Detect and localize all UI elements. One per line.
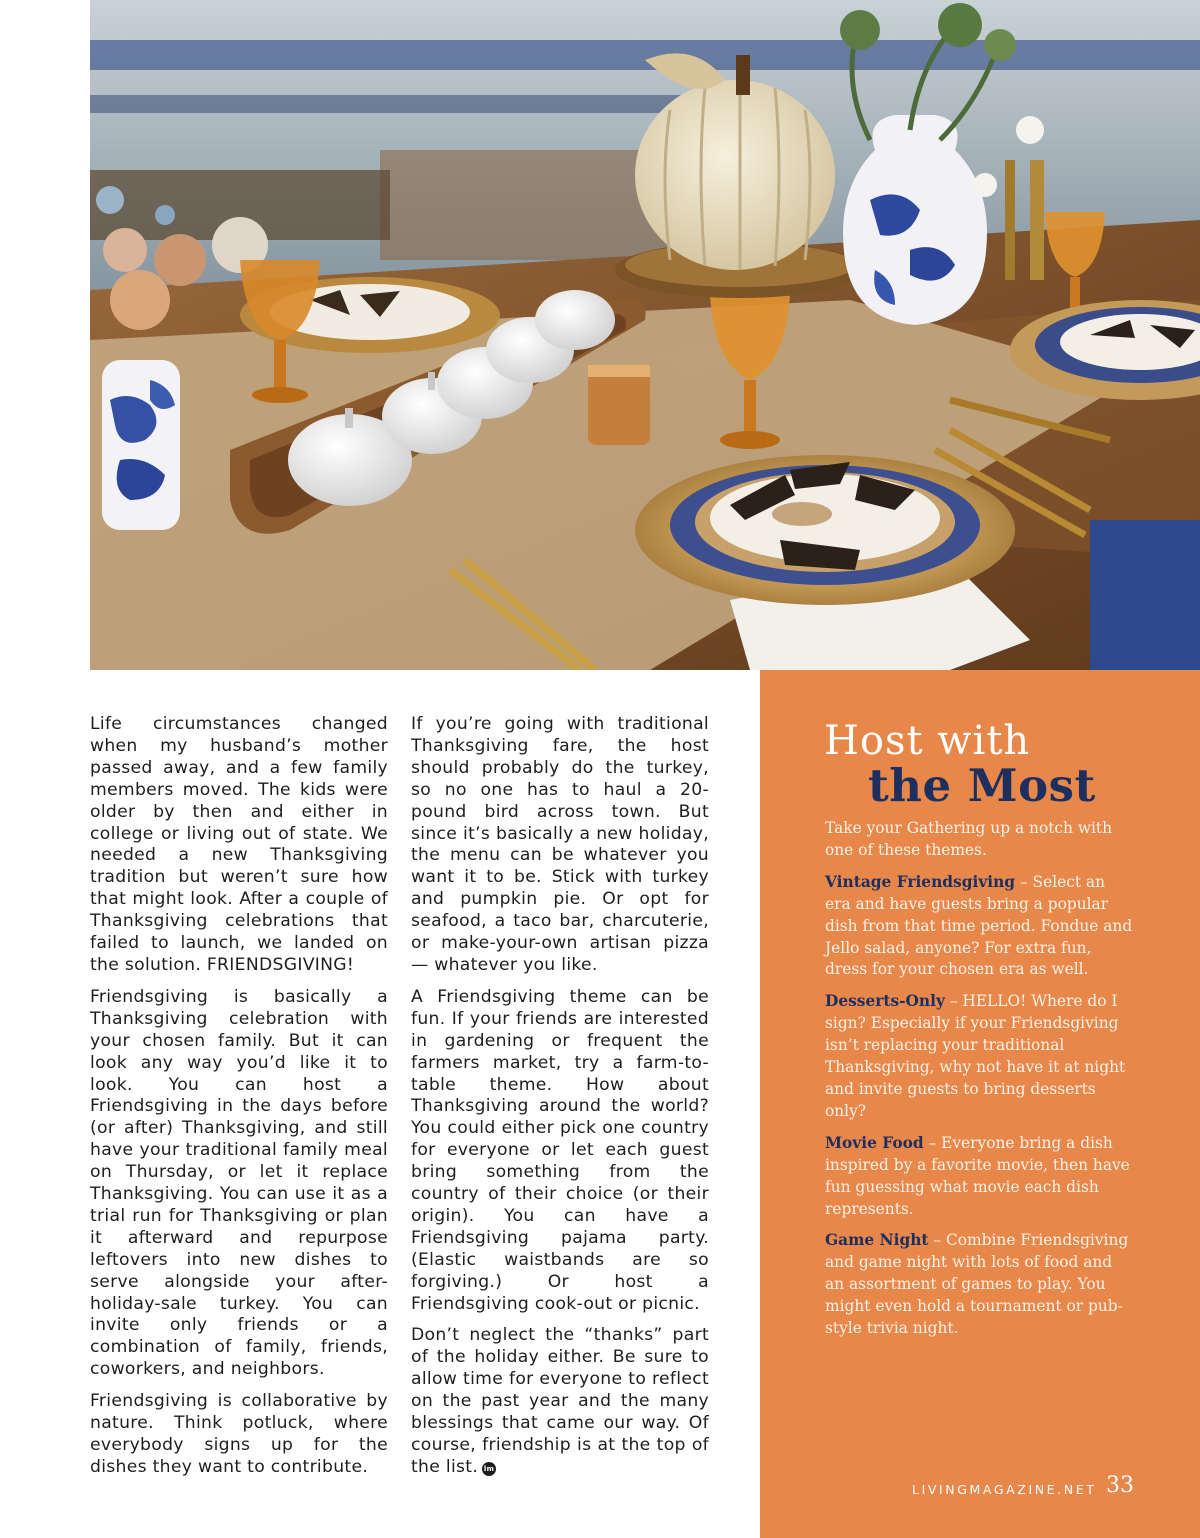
article-paragraph: Friendsgiving is collaborative by nature. Think potluck, where everybody signs up for the dishes they want to contribute.	[90, 1391, 388, 1477]
article-paragraph: Life circumstances changed when my husband’s mother passed away, and a few family members moved. The kids were older by then and either in college or living out of state. We needed a new Thanksgiving tradition but weren’t sure how that might look. After a couple of Thanksgiving celebrations that failed to launch, we landed on the solution. FRIENDSGIVING!	[90, 714, 388, 975]
article-paragraph: Friendsgiving is basically a Thanksgiving celebration with your chosen family. But it can look any way you’d like it to look. You can host a Friendsgiving in the days before (or after) Thanksgiving, and still have your traditional family meal on Thursday, or let it replace Thanksgiving. You can use it as a trial run for Thanksgiving or plan it afterward and repurpose leftovers into new dishes to serve alongside your after-holiday-sale turkey. You can invite only friends or a combination of family, friends, coworkers, and neighbors.	[90, 986, 388, 1380]
article-paragraph-text: Don’t neglect the “thanks” part of the holiday either. Be sure to allow time for everyone to reflect on the past year and the many blessings that came our way. Of course, friendship is at the top of the list.	[411, 1325, 709, 1477]
sidebar-intro: Take your Gathering up a notch with one of these themes.	[825, 819, 1113, 859]
sidebar-theme-item	[825, 1230, 1135, 1340]
article-column-2	[411, 714, 709, 1489]
theme-heading: Desserts-Only	[825, 992, 945, 1011]
sidebar-theme-item	[825, 1133, 1135, 1221]
host-with-the-most-sidebar	[760, 670, 1200, 1538]
theme-text: – HELLO! Where do I sign? Especially if your Friendsgiving isn’t replacing your traditional Thanksgiving, why not have it at night and invite guests to bring desserts only?	[825, 992, 1126, 1120]
article-column-1	[90, 714, 388, 1489]
theme-text: – Everyone bring a dish inspired by a favorite movie, then have fun guessing what movie each dish represents.	[825, 1133, 1130, 1218]
sidebar-body	[825, 818, 1135, 1350]
article-paragraph: If you’re going with traditional Thanksgiving fare, the host should probably do the turkey, so no one has to haul a 20-pound bird across town. But since it’s basically a new holiday, the menu can be whatever you want it to be. Stick with turkey and pumpkin pie. Or opt for seafood, a taco bar, charcuterie, or make-your-own artisan pizza — whatever you like.	[411, 714, 709, 975]
theme-text: – Select an era and have guests bring a popular dish from that time period. Fondue and Jello salad, anyone? For extra fun, dress for your chosen era as well.	[825, 872, 1133, 979]
sidebar-theme-item	[825, 991, 1135, 1122]
page-number: 33	[1106, 1473, 1134, 1498]
sidebar-theme-item	[825, 872, 1135, 982]
theme-heading: Vintage Friendsgiving	[825, 872, 1016, 891]
sidebar-title-line-2: the Most	[868, 759, 1096, 812]
theme-heading: Game Night	[825, 1231, 929, 1250]
article-paragraph: A Friendsgiving theme can be fun. If your friends are interested in gardening or frequent the farmers market, try a farm-to-table theme. How about Thanksgiving around the world? You could either pick one country for everyone or let each guest bring something from the country of their choice (or their origin). You can have a Friendsgiving pajama party. (Elastic waistbands are so forgiving.) Or host a Friendsgiving cook-out or picnic.	[411, 986, 709, 1314]
sidebar-title-line-1: Host with	[824, 718, 1031, 764]
thanksgiving-table-photo	[90, 0, 1200, 670]
theme-text: – Combine Friendsgiving and game night with lots of food and an assortment of games to play. You might even hold a tournament or pub-style trivia night.	[825, 1231, 1129, 1338]
table-scene-illustration	[90, 0, 1200, 670]
article-paragraph-final	[411, 1325, 709, 1478]
end-mark-logo-icon: lm	[482, 1462, 496, 1476]
magazine-website: LIVINGMAGAZINE.NET	[912, 1482, 1097, 1497]
theme-heading: Movie Food	[825, 1133, 924, 1152]
